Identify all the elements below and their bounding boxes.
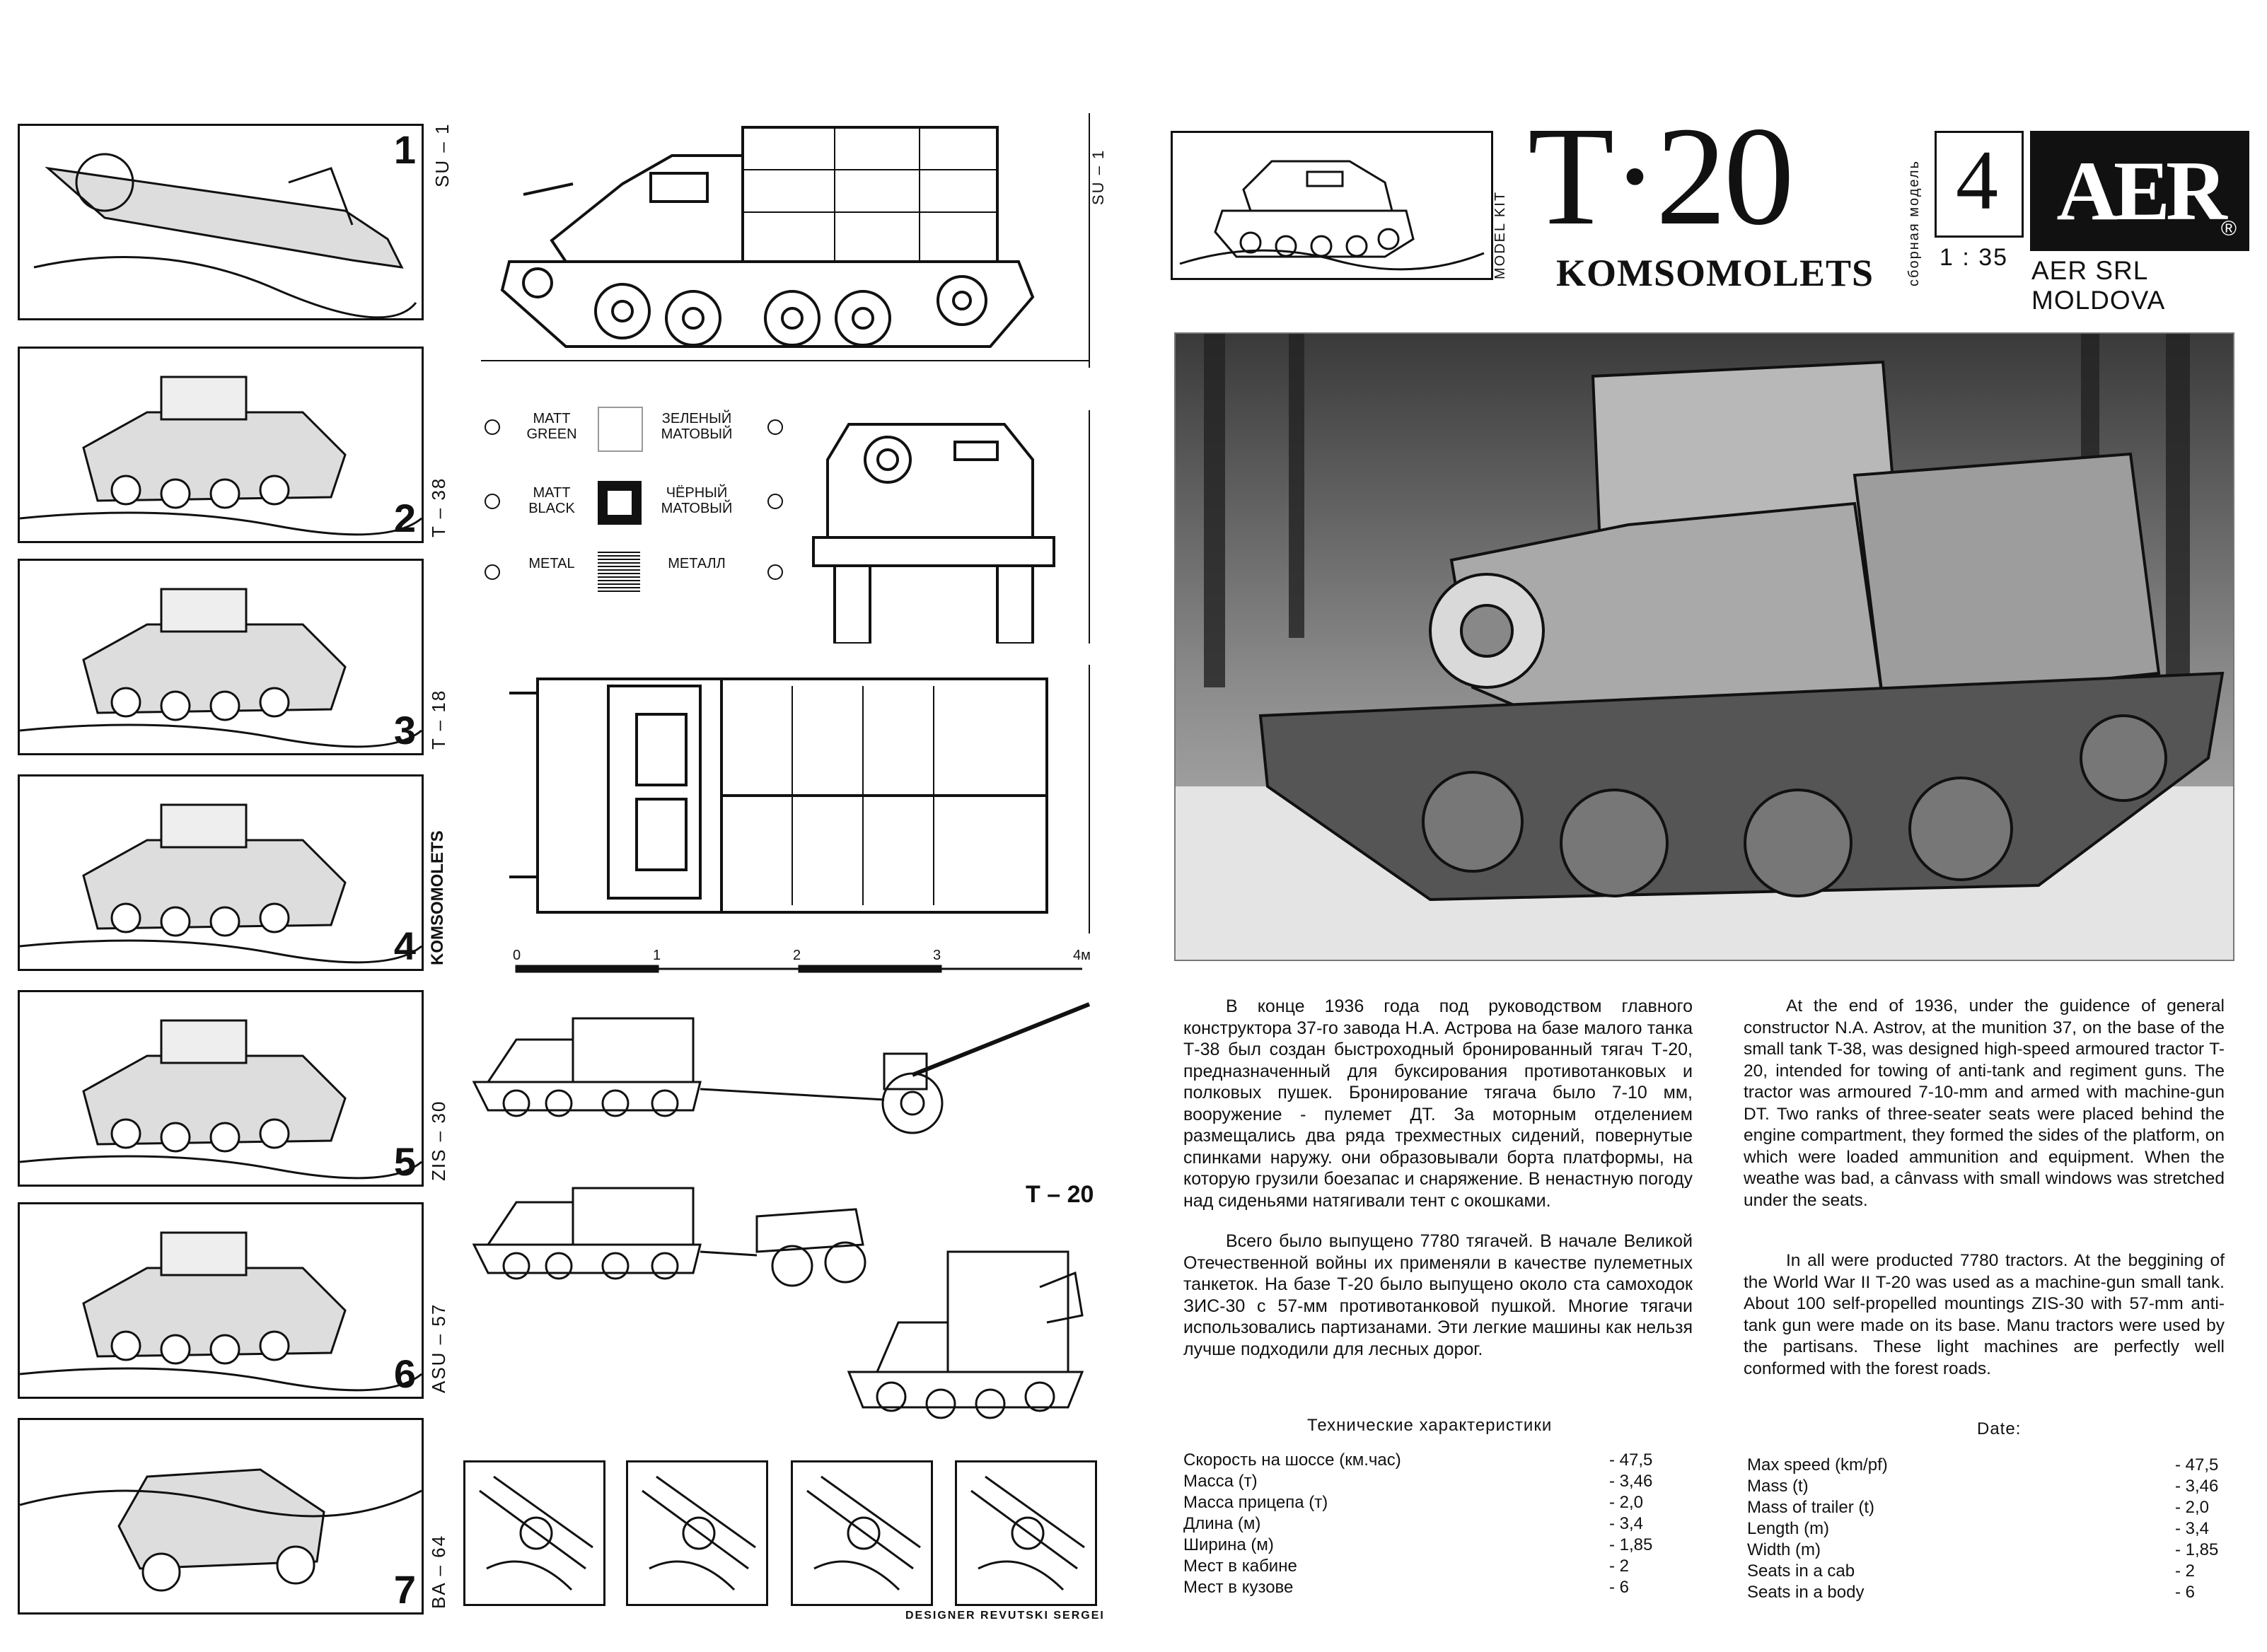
aer-logo-text: AER <box>2056 144 2223 238</box>
legend-circle <box>767 494 783 509</box>
spec-label: Mass (t) <box>1747 1477 1809 1496</box>
spec-label: Max speed (km/pf) <box>1747 1455 1888 1474</box>
tractor-illustration-icon <box>20 776 422 969</box>
legend-circle <box>485 494 500 509</box>
thumbnail-label: T – 38 <box>428 477 449 537</box>
thumbnail-6 <box>18 1202 424 1399</box>
thumbnail-5 <box>18 990 424 1187</box>
paint-tools-icon <box>628 1462 766 1604</box>
tool-box-4 <box>955 1460 1097 1606</box>
thumbnail-7 <box>18 1418 424 1615</box>
designer-credit: DESIGNER REVUTSKI SERGEI <box>905 1610 1105 1622</box>
towing-gun-drawing <box>460 997 1096 1160</box>
color-swatch <box>598 552 640 594</box>
side-view-drawing <box>481 113 1103 375</box>
legend-label-en: MATT GREEN <box>526 411 577 442</box>
spec-value: - 3,46 <box>1609 1472 1653 1491</box>
scale-tick-label: 4м <box>1073 948 1091 963</box>
description-ru-2: Всего было выпущено 7780 тягачей. В начале Великой Отечественной войны их применяли в качестве пулеметных танкеток. На базе Т-20 было выпущено около ста самоходок ЗИС-30 с 57-мм противотанковой пушкой. Многие тягачи использовались партизанами. Эти легкие машины как нельзя лучше подходили для лесных дорог. <box>1183 1231 1693 1359</box>
color-swatch <box>598 481 642 525</box>
tractor-illustration-icon <box>1173 133 1491 278</box>
main-photo <box>1174 332 2234 961</box>
spec-value: - 6 <box>1609 1578 1630 1597</box>
scale-tick-label: 3 <box>933 948 941 963</box>
thumbnail-label: ASU – 57 <box>428 1303 449 1393</box>
aer-logo <box>2030 131 2249 251</box>
brush-tool-icon <box>793 1462 931 1604</box>
spec-value: - 2 <box>2175 1561 2196 1581</box>
description-en-1: At the end of 1936, under the guidence of general constructor N.A. Astrov, at the munition 37, on the base of the small tank T-38, was designed high-speed armoured tractor T-20, intended for towing of anti-tank and regiment guns. The tractor was armoured 7-10-mm and armed with machine-gun DT. Two ranks of three-seater seats were placed behind the engine compartment, they formed the sides of the platform, on which were loaded ammunition and equipment. When the weathe was bad, a cânvass with small windows was stretched under the seats. <box>1744 996 2225 1210</box>
thumbnail-number: 6 <box>393 1351 416 1396</box>
legend-circle <box>767 564 783 580</box>
thumbnail-number: 3 <box>393 708 416 752</box>
spec-value: - 2 <box>1609 1557 1630 1576</box>
tank-illustration-icon <box>20 349 422 541</box>
tool-box-3 <box>791 1460 933 1606</box>
thumbnail-number: 1 <box>393 127 416 172</box>
spec-value: - 1,85 <box>2175 1540 2219 1559</box>
spec-value: - 47,5 <box>1609 1450 1653 1470</box>
spec-label: Seats in a body <box>1747 1583 1865 1602</box>
spec-label: Скорость на шоссе (км.час) <box>1183 1450 1401 1470</box>
spec-value: - 2,0 <box>2175 1498 2210 1517</box>
scale-tick-label: 2 <box>793 948 801 963</box>
spec-label: Мест в кузове <box>1183 1578 1294 1597</box>
spg-illustration-icon <box>20 992 422 1185</box>
tank-illustration-icon <box>20 561 422 753</box>
front-view-drawing <box>785 410 1096 644</box>
thumbnail-number: 2 <box>393 496 416 540</box>
top-view-drawing <box>509 665 1103 933</box>
spec-label: Width (m) <box>1747 1540 1821 1559</box>
color-swatch <box>598 407 643 452</box>
thumbnail-number: 5 <box>393 1139 416 1184</box>
spec-value: - 47,5 <box>2175 1455 2219 1474</box>
spec-value: - 6 <box>2175 1583 2196 1602</box>
legend-circle <box>485 419 500 435</box>
description-en-2: In all were producted 7780 tractors. At the beggining of the World War II T-20 was used as a machine-gun small tank. About 100 self-propelled mountings ZIS-30 with 57-mm anti-tank gun were made on its base. Manu tractors were used by the partisans. These light machines are perfectly well conformed with the forest roads. <box>1744 1251 2225 1378</box>
thumbnail-3 <box>18 559 424 755</box>
legend-circle <box>485 564 500 580</box>
glue-tools-icon <box>957 1462 1095 1604</box>
legend-label-ru: ЧЁРНЫЙ МАТОВЫЙ <box>661 485 733 516</box>
knife-tool-icon <box>465 1462 603 1604</box>
thumbnail-label: ZIS – 30 <box>428 1100 449 1181</box>
thumbnail-2 <box>18 347 424 543</box>
header-thumbnail <box>1171 131 1493 280</box>
tractor-photo-icon <box>1176 334 2233 960</box>
spec-label: Mass of trailer (t) <box>1747 1498 1875 1517</box>
ru-model-label: сборная модель <box>1906 160 1922 286</box>
thumbnail-number: 7 <box>393 1567 416 1612</box>
spec-value: - 3,4 <box>1609 1514 1644 1533</box>
scale-tick-label: 1 <box>653 948 661 963</box>
specs-en-title: Date: <box>1977 1419 2022 1438</box>
thumbnail-1 <box>18 124 424 320</box>
kit-scale: 1 : 35 <box>1940 244 2009 271</box>
thumbnail-label: T – 18 <box>428 689 449 750</box>
registered-mark: ® <box>2220 217 2237 240</box>
side-view-label: SU – 1 <box>1089 149 1107 205</box>
armoured-car-illustration-icon <box>20 1420 422 1612</box>
thumbnail-number: 4 <box>393 924 416 968</box>
model-kit-label: MODEL KIT <box>1492 190 1508 279</box>
scale-tick-label: 0 <box>513 948 521 963</box>
spec-value: - 1,85 <box>1609 1535 1653 1554</box>
thumbnail-4 <box>18 774 424 971</box>
tractor-canopy-drawing <box>835 1245 1096 1436</box>
legend-label-en: METAL <box>528 556 575 571</box>
tool-box-1 <box>463 1460 605 1606</box>
legend-label-ru: МЕТАЛЛ <box>668 556 726 571</box>
towing-limber-drawing <box>460 1174 884 1301</box>
spec-label: Длина (м) <box>1183 1514 1261 1533</box>
spec-label: Мест в кабине <box>1183 1557 1297 1576</box>
spec-value: - 3,46 <box>2175 1477 2219 1496</box>
tool-box-2 <box>626 1460 768 1606</box>
spec-label: Seats in a cab <box>1747 1561 1855 1581</box>
specs-ru-title: Технические характеристики <box>1307 1416 1553 1435</box>
kit-subtitle: KOMSOMOLETS <box>1556 252 1874 294</box>
spec-label: Масса (т) <box>1183 1472 1258 1491</box>
t20-label: T – 20 <box>1026 1181 1094 1208</box>
plane-illustration-icon <box>20 126 422 318</box>
thumbnail-label: KOMSOMOLETS <box>428 830 447 965</box>
kit-title: T·20 <box>1528 98 1792 255</box>
spec-label: Length (m) <box>1747 1519 1830 1538</box>
legend-label-en: MATT BLACK <box>528 485 575 516</box>
spec-value: - 2,0 <box>1609 1493 1644 1512</box>
thumbnail-label: BA – 64 <box>428 1534 449 1609</box>
description-ru-1: В конце 1936 года под руководством главного конструктора 37-го завода Н.А. Астрова на базе малого танка Т-38 был создан быстроходный бронированный тягач Т-20, предназначенный для буксирования противотанковых и полковых пушек. Бронирование тягача было 7-10 мм, вооружение - пулемет ДТ. За моторным отделением размещались два ряда трехместных сидений, повернутые спинками наружу. они образовывали борта платформы, на которую грузили боезапас и снаряжение. В ненастную погоду над сиденьями натягивали тент с окошками. <box>1183 996 1693 1211</box>
spg-illustration-icon <box>20 1204 422 1397</box>
legend-label-ru: ЗЕЛЕНЫЙ МАТОВЫЙ <box>661 411 733 442</box>
spec-label: Ширина (м) <box>1183 1535 1274 1554</box>
legend-circle <box>767 419 783 435</box>
company-name: AER SRL MOLDOVA <box>2031 256 2166 315</box>
spec-value: - 3,4 <box>2175 1519 2210 1538</box>
thumbnail-label: SU – 1 <box>431 122 453 187</box>
spec-label: Масса прицепа (т) <box>1183 1493 1328 1512</box>
kit-number: 4 <box>1956 133 1998 227</box>
